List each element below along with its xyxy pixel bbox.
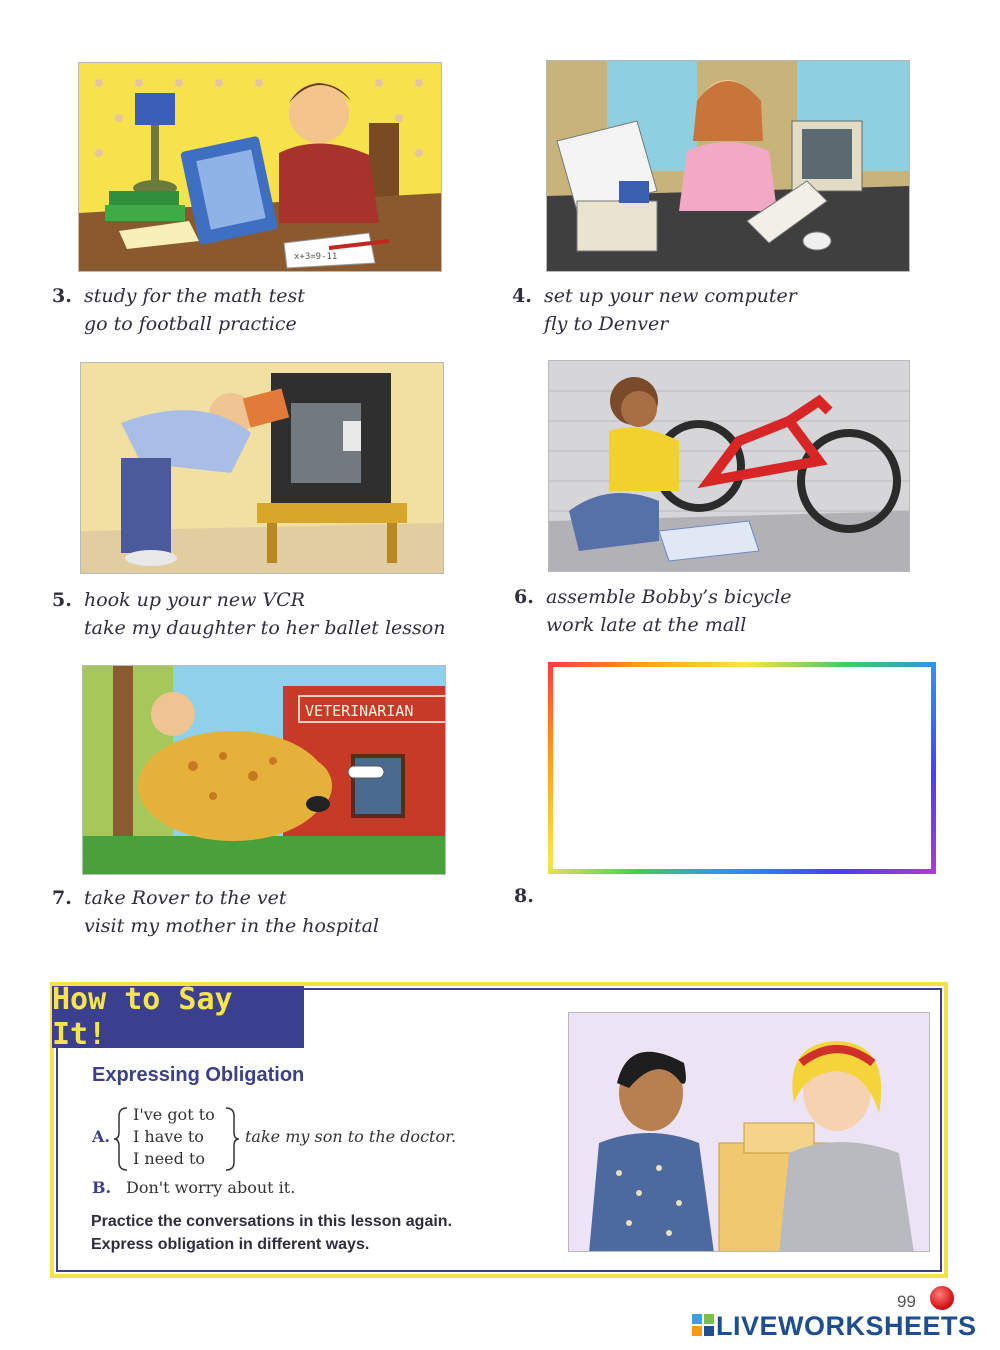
veterinarian-sign-text: VETERINARIAN (305, 702, 414, 720)
speaker-a-label: A. (92, 1127, 110, 1146)
item-line-2: work late at the mall (546, 614, 747, 636)
illustration-vcr (80, 362, 444, 574)
option-i-need-to: I need to (133, 1149, 206, 1168)
option-i-have-to: I have to (133, 1127, 204, 1146)
item-8-caption (514, 882, 574, 912)
left-brace-icon (113, 1106, 129, 1172)
expressing-obligation-heading: Expressing Obligation (92, 1064, 305, 1086)
practice-line-1: Practice the conversations in this lesson again. (91, 1213, 453, 1230)
item-6-caption (514, 583, 934, 643)
item-7-caption (52, 884, 482, 944)
item-number: 5. (52, 589, 72, 611)
item-3-caption (52, 282, 452, 342)
item-line-2: fly to Denver (544, 313, 669, 335)
illustration-computer (546, 60, 910, 272)
obligation-sentence-tail: take my son to the doctor. (245, 1127, 457, 1146)
obligation-options (133, 1104, 215, 1170)
page-number: 99 (897, 1292, 916, 1311)
item-number: 7. (52, 887, 72, 909)
speaker-b-label: B. (92, 1178, 112, 1197)
item-5-caption (52, 586, 482, 646)
math-problem-text: x+3=9-11 (294, 252, 338, 262)
practice-instructions (91, 1210, 452, 1256)
item-line-1: hook up your new VCR (84, 589, 305, 611)
item-line-1: assemble Bobby’s bicycle (546, 586, 792, 608)
item-line-1: study for the math test (84, 285, 305, 307)
item-number: 6. (514, 586, 534, 608)
option-ive-got-to: I've got to (133, 1105, 215, 1124)
liveworksheets-logo-icon (692, 1314, 714, 1336)
item-line-2: take my daughter to her ballet lesson (84, 617, 446, 639)
illustration-two-women (568, 1012, 930, 1252)
speaker-b-text: Don't worry about it. (126, 1178, 296, 1197)
item-number: 4. (512, 285, 532, 307)
illustration-study (78, 62, 442, 272)
how-to-say-it-title: How to Say It! (52, 986, 304, 1048)
right-brace-icon (224, 1106, 240, 1172)
item-line-2: visit my mother in the hospital (84, 915, 380, 937)
item-line-2: go to football practice (84, 313, 297, 335)
illustration-vet (82, 665, 446, 875)
red-dot-icon (930, 1286, 954, 1310)
practice-line-2: Express obligation in different ways. (91, 1236, 370, 1253)
item-line-1: set up your new computer (544, 285, 797, 307)
item-8-blank-frame (548, 662, 936, 874)
illustration-bicycle (548, 360, 910, 572)
liveworksheets-brand[interactable]: LIVEWORKSHEETS (716, 1311, 977, 1341)
item-line-1: take Rover to the vet (84, 887, 287, 909)
item-number: 8. (514, 885, 534, 907)
item-4-caption (512, 282, 932, 342)
item-number: 3. (52, 285, 72, 307)
